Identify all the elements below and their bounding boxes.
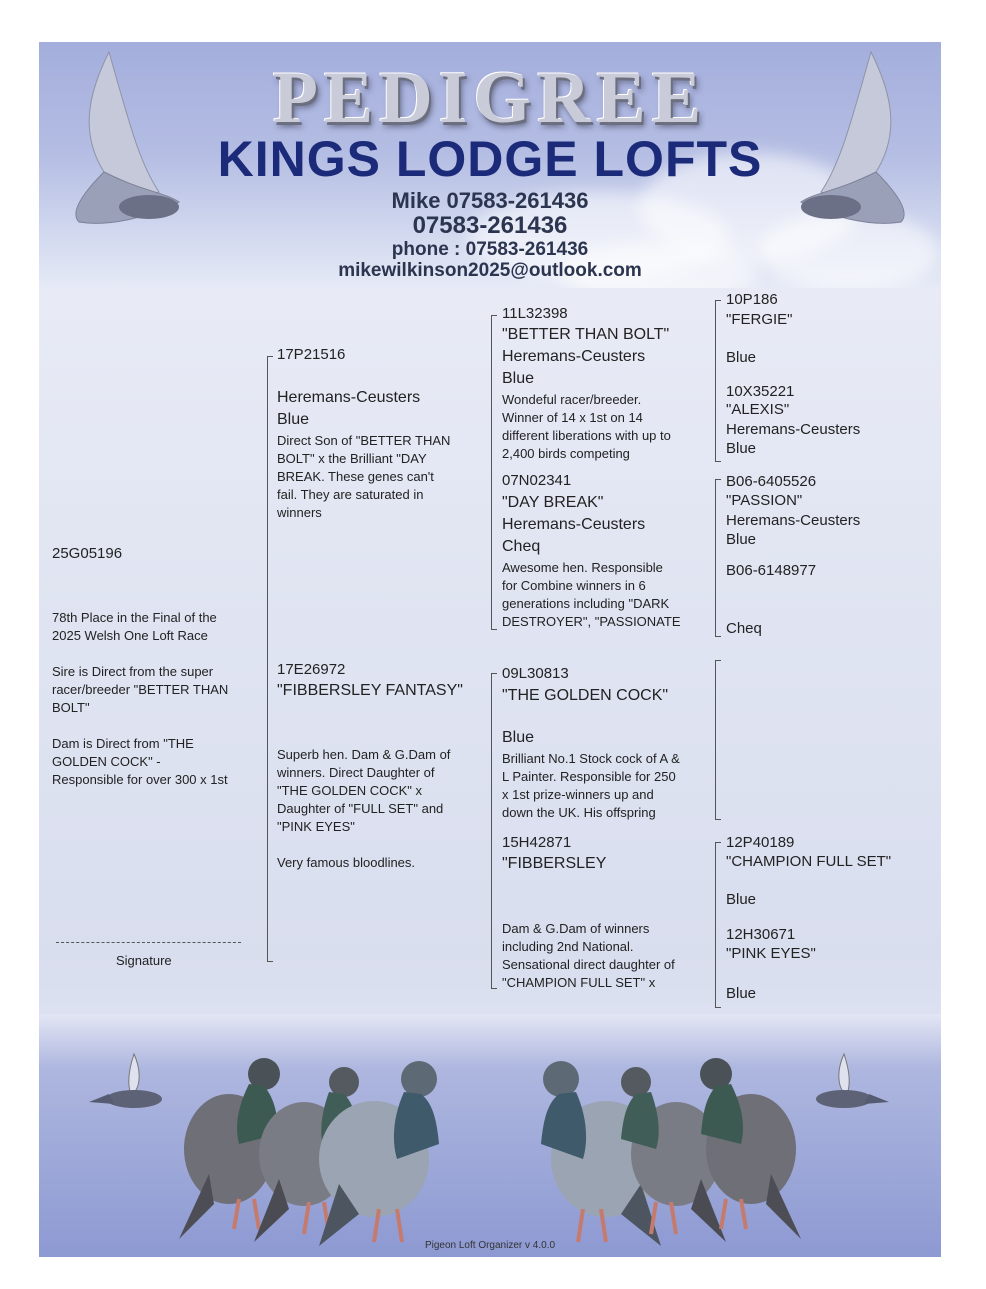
gd2-parents-bracket: [715, 842, 716, 1008]
dam-notes: Superb hen. Dam & G.Dam of winners. Direct Daughter of "THE GOLDEN COCK" x Daughter of "FULL SET" and "PINK EYES" Very famous bloodlines.: [277, 747, 451, 870]
grandsire-1-ring-number: 11L32398: [502, 305, 568, 322]
subject-ring-number: 25G05196: [52, 545, 123, 562]
granddam-2-notes: Dam & G.Dam of winners including 2nd National. Sensational direct daughter of "CHAMPION FULL SET" x: [502, 921, 675, 990]
standing-pigeon-right-3-icon: [700, 1058, 801, 1239]
signature-line: [56, 942, 241, 943]
grandsire-2-ring-number: 09L30813: [502, 665, 569, 682]
loft-name: KINGS LODGE LOFTS: [217, 131, 763, 187]
contact-line-2: 07583-261436: [412, 212, 568, 239]
grandsire-1-strain: Heremans-Ceusters: [502, 348, 646, 365]
sire-parents-bracket: [491, 315, 492, 630]
generation-1-bracket: [267, 356, 268, 962]
ggp-3-color: Blue: [726, 531, 757, 548]
dam-name: "FIBBERSLEY FANTASY": [277, 682, 463, 699]
signature-label: Signature: [116, 953, 172, 968]
granddam-1-color: Cheq: [502, 538, 541, 555]
pedigree-footer: [39, 1014, 941, 1257]
software-credit: Pigeon Loft Organizer v 4.0.0: [424, 1240, 556, 1251]
contact-line-1: Mike 07583-261436: [391, 188, 589, 213]
ggp-3-name: "PASSION": [726, 492, 803, 509]
ggp-1-color: Blue: [726, 349, 757, 366]
granddam-1-name: "DAY BREAK": [502, 494, 604, 511]
ggp-1-name: "FERGIE": [726, 311, 793, 328]
ggp-6-name: "PINK EYES": [726, 945, 816, 962]
phone-line: phone : 07583-261436: [391, 239, 589, 260]
ggp-3-ring-number: B06-6405526: [726, 473, 817, 490]
sire-notes: Direct Son of "BETTER THAN BOLT" x the Brilliant "DAY BREAK. These genes can't fail. They are saturated in winners: [277, 433, 451, 520]
ggp-3-strain: Heremans-Ceusters: [726, 512, 861, 529]
grandsire-2-name: "THE GOLDEN COCK": [502, 687, 669, 704]
sire-color: Blue: [277, 411, 310, 428]
grandsire-1-notes: Wondeful racer/breeder. Winner of 14 x 1st on 14 different liberations with up to 2,400 birds competing: [502, 392, 671, 461]
granddam-2-name: "FIBBERSLEY: [502, 855, 607, 872]
pedigree-sheet: [39, 42, 941, 1257]
gs1-parents-bracket: [715, 300, 716, 462]
granddam-1-strain: Heremans-Ceusters: [502, 516, 646, 533]
ggp-4-color: Cheq: [726, 620, 762, 637]
sire-strain: Heremans-Ceusters: [277, 389, 421, 406]
pedigree-header: [39, 42, 941, 288]
ggp-6-ring-number: 12H30671: [726, 926, 796, 943]
granddam-2-ring-number: 15H42871: [502, 834, 572, 851]
ggp-2-strain: Heremans-Ceusters: [726, 421, 861, 438]
granddam-1-ring-number: 07N02341: [502, 472, 572, 489]
ggp-2-name: "ALEXIS": [726, 401, 790, 418]
dam-ring-number: 17E26972: [277, 661, 346, 678]
dam-parents-bracket: [491, 673, 492, 989]
sire-ring-number: 17P21516: [277, 346, 346, 363]
grandsire-1-color: Blue: [502, 370, 535, 387]
flying-pigeon-right-icon: [816, 1054, 889, 1108]
gs2-parents-bracket: [715, 660, 716, 820]
ggp-1-ring-number: 10P186: [726, 291, 778, 308]
pedigree-title: PEDIGREE: [272, 57, 708, 139]
grandsire-2-color: Blue: [502, 729, 535, 746]
flying-pigeon-left-icon: [89, 1054, 162, 1108]
ggp-2-ring-number: 10X35221: [726, 383, 795, 400]
ggp-2-color: Blue: [726, 440, 757, 457]
ggp-6-color: Blue: [726, 985, 757, 1002]
ggp-5-ring-number: 12P40189: [726, 834, 795, 851]
granddam-1-notes: Awesome hen. Responsible for Combine winners in 6 generations including "DARK DESTROYER", "PASSIONATE: [502, 560, 681, 629]
grandsire-1-name: "BETTER THAN BOLT": [502, 326, 670, 343]
ggp-4-ring-number: B06-6148977: [726, 562, 817, 579]
ggp-5-name: "CHAMPION FULL SET": [726, 853, 892, 870]
email-line: mikewilkinson2025@outlook.com: [338, 260, 642, 281]
subject-notes: 78th Place in the Final of the 2025 Welsh One Loft Race Sire is Direct from the super racer/breeder "BETTER THAN BOLT" Dam is Direct from "THE GOLDEN COCK" - Responsible for over 300 x 1st: [52, 610, 229, 787]
grandsire-2-notes: Brilliant No.1 Stock cock of A & L Painter. Responsible for 250 x 1st prize-winners up and down the UK. His offspring: [502, 751, 680, 820]
pigeons-illustration: [39, 1014, 941, 1257]
gd1-parents-bracket: [715, 479, 716, 637]
ggp-5-color: Blue: [726, 891, 757, 908]
